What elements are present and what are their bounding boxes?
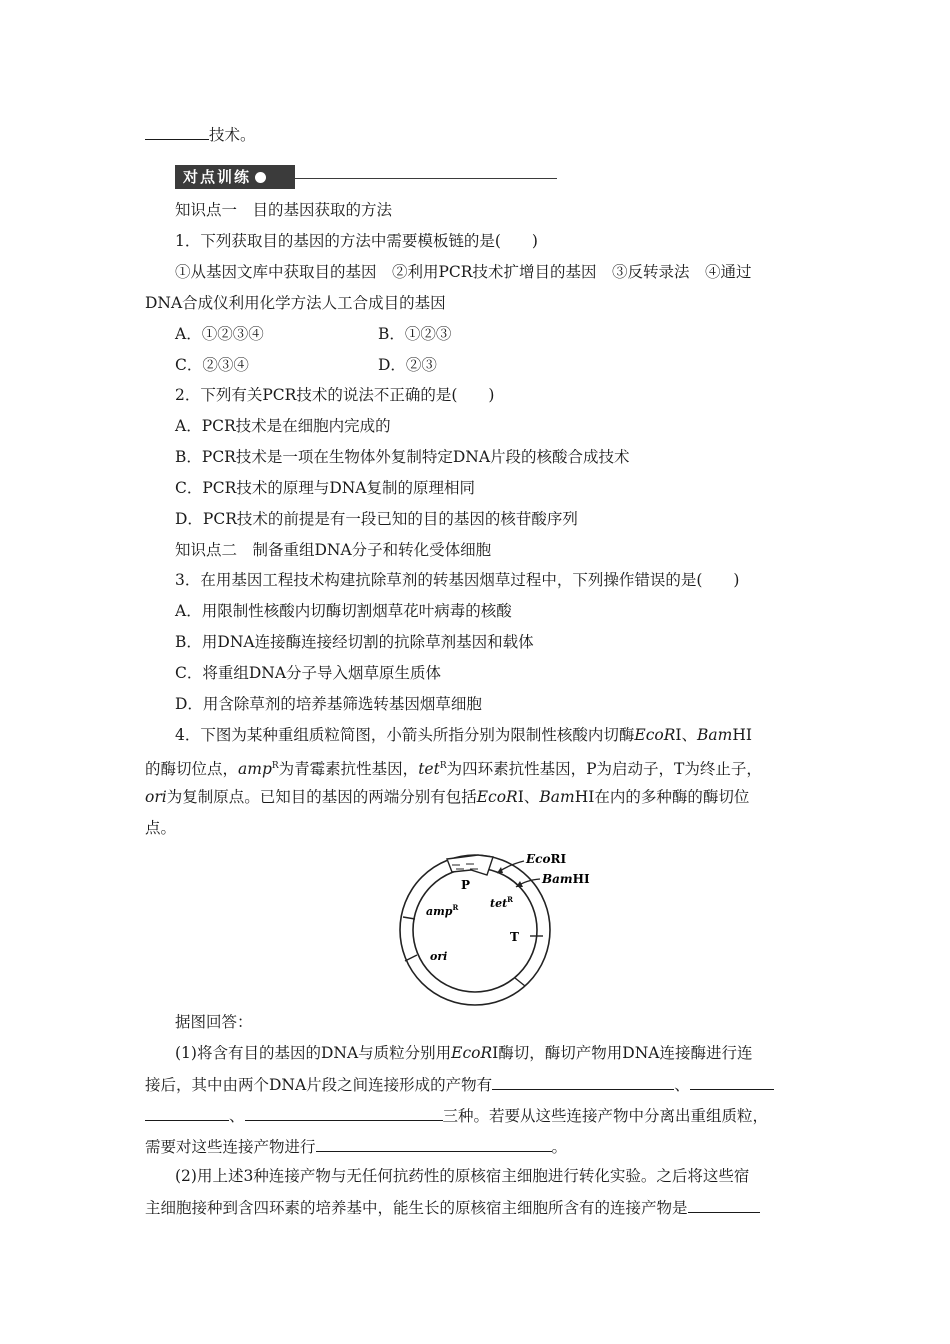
banner-label: 对点训练 bbox=[175, 165, 295, 189]
q1-items-line2: DNA合成仪利用化学方法人工合成目的基因 bbox=[145, 294, 446, 312]
q3-option-c[interactable]: C．将重组DNA分子导入烟草原生质体 bbox=[175, 664, 442, 682]
segment-divider bbox=[403, 917, 415, 919]
ori-label: ori bbox=[430, 950, 448, 963]
q1-option-c[interactable]: C．②③④ bbox=[175, 356, 249, 374]
q4-part1-line4: 需要对这些连接产物进行 。 bbox=[145, 1138, 568, 1156]
q4-part1-line3: 、 三种。若要从这些连接产物中分离出重组质粒， bbox=[145, 1105, 768, 1126]
q2-option-d[interactable]: D．PCR技术的前提是有一段已知的目的基因的核苷酸序列 bbox=[175, 510, 578, 528]
q1-option-a[interactable]: A．①②③④ bbox=[175, 325, 264, 343]
q4-stem-line1: 4．下图为某种重组质粒简图，小箭头所指分别为限制性核酸内切酶EcoRⅠ、BamHⅠ bbox=[175, 726, 753, 744]
answer-blank[interactable] bbox=[492, 1074, 674, 1090]
answer-blank[interactable] bbox=[690, 1074, 774, 1090]
amp-label: amp$^R$ bbox=[426, 903, 459, 918]
bullet-dot-icon bbox=[255, 172, 266, 183]
q4-part1-line1: (1)将含有目的基因的DNA与质粒分别用EcoRⅠ酶切，酶切产物用DNA连接酶进行连 bbox=[175, 1044, 753, 1062]
q1-stem: 1．下列获取目的基因的方法中需要模板链的是( ) bbox=[175, 232, 538, 250]
segment-divider bbox=[405, 955, 417, 961]
bamhi-label: BamHⅠ bbox=[542, 872, 590, 886]
q3-option-b[interactable]: B．用DNA连接酶连接经切割的抗除草剂基因和载体 bbox=[175, 633, 534, 651]
knowledge-point-2: 知识点二 制备重组DNA分子和转化受体细胞 bbox=[175, 541, 492, 559]
tet-label: tet$^R$ bbox=[490, 895, 513, 910]
q2-option-b[interactable]: B．PCR技术是一项在生物体外复制特定DNA片段的核酸合成技术 bbox=[175, 448, 630, 466]
q4-part2-line1: (2)用上述3种连接产物与无任何抗药性的原核宿主细胞进行转化实验。之后将这些宿 bbox=[175, 1167, 750, 1185]
knowledge-point-1: 知识点一 目的基因获取的方法 bbox=[175, 201, 393, 219]
q4-stem-line4: 点。 bbox=[145, 819, 177, 837]
plasmid-diagram bbox=[390, 843, 590, 1008]
q1-items-line1: ①从基因文库中获取目的基因 ②利用PCR技术扩增目的基因 ③反转录法 ④通过 bbox=[175, 263, 752, 281]
q4-stem-line2: 的酶切位点，amp$^R$为青霉素抗性基因，tet$^R$为四环素抗性基因，P为启动子，T为终止子， bbox=[145, 760, 762, 779]
promoter-label: P bbox=[461, 878, 471, 892]
terminator-label: T bbox=[510, 930, 519, 944]
answer-blank[interactable] bbox=[688, 1197, 760, 1213]
answer-lead: 据图回答： bbox=[175, 1013, 253, 1031]
answer-blank[interactable] bbox=[145, 124, 209, 140]
q1-option-d[interactable]: D．②③ bbox=[378, 356, 437, 374]
top-line: 技术。 bbox=[145, 124, 256, 145]
q2-option-c[interactable]: C．PCR技术的原理与DNA复制的原理相同 bbox=[175, 479, 476, 497]
q4-part1-line2: 接后，其中由两个DNA片段之间连接形成的产物有 、 bbox=[145, 1074, 774, 1095]
q3-stem: 3．在用基因工程技术构建抗除草剂的转基因烟草过程中，下列操作错误的是( ) bbox=[175, 571, 740, 589]
plasmid-outer-ring bbox=[400, 855, 550, 1005]
answer-blank[interactable] bbox=[245, 1105, 443, 1121]
q3-option-a[interactable]: A．用限制性核酸内切酶切割烟草花叶病毒的核酸 bbox=[175, 602, 512, 620]
banner-rule bbox=[295, 178, 557, 179]
q1-option-b[interactable]: B．①②③ bbox=[378, 325, 452, 343]
q2-stem: 2．下列有关PCR技术的说法不正确的是( ) bbox=[175, 386, 495, 404]
q4-part2-line2: 主细胞接种到含四环素的培养基中，能生长的原核宿主细胞所含有的连接产物是 bbox=[145, 1197, 760, 1218]
answer-blank[interactable] bbox=[316, 1136, 552, 1152]
q3-option-d[interactable]: D．用含除草剂的培养基筛选转基因烟草细胞 bbox=[175, 695, 482, 713]
answer-blank[interactable] bbox=[145, 1105, 229, 1121]
q2-option-a[interactable]: A．PCR技术是在细胞内完成的 bbox=[175, 417, 391, 435]
q4-stem-line3: ori为复制原点。已知目的基因的两端分别有包括EcoRⅠ、BamHⅠ在内的多种酶的酶切位 bbox=[145, 788, 750, 806]
ecori-label: EcoRⅠ bbox=[526, 852, 567, 866]
segment-divider bbox=[515, 978, 525, 986]
